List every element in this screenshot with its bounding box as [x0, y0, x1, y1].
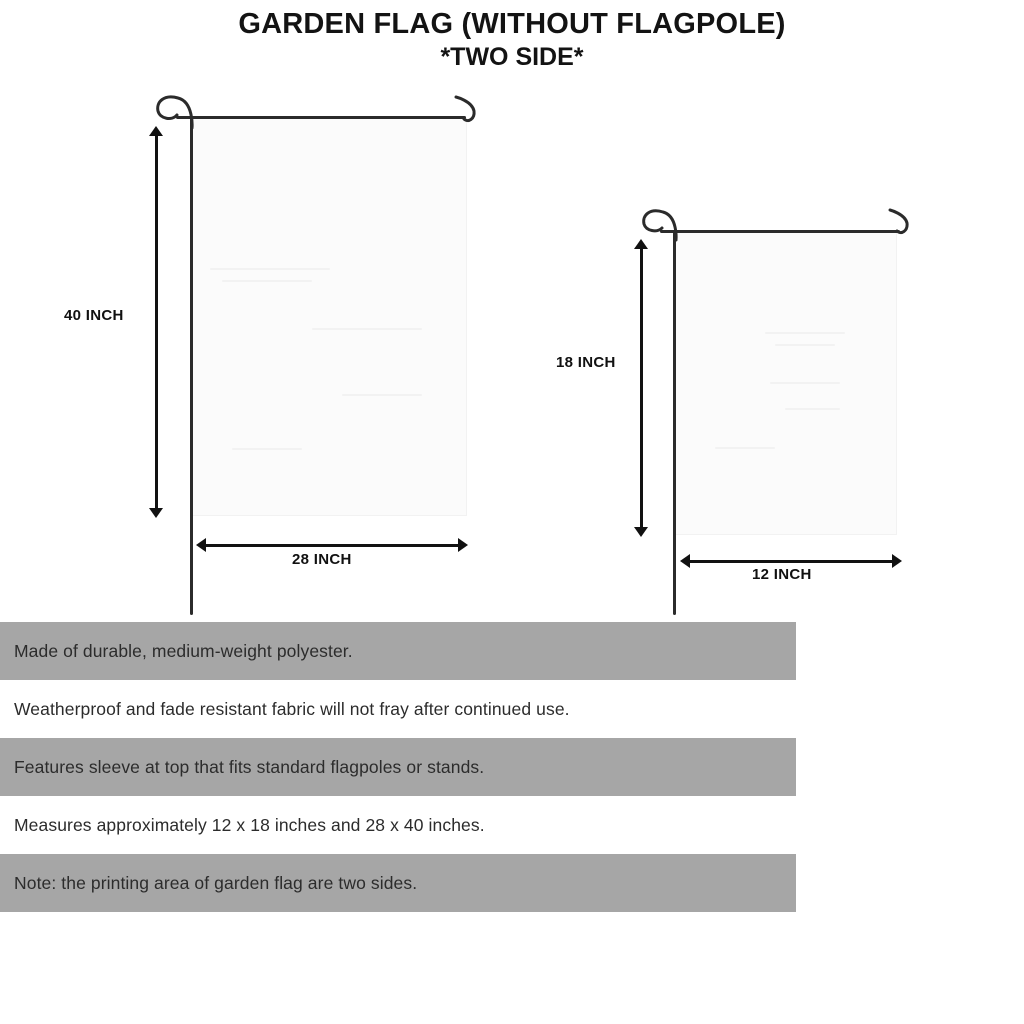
feature-list — [0, 622, 796, 912]
small-flag-rod — [660, 230, 900, 233]
feature-text: Note: the printing area of garden flag are two sides. — [14, 872, 418, 893]
small-flag-cloth — [675, 232, 897, 535]
list-item — [0, 680, 796, 738]
large-flag-height-dimension — [146, 126, 166, 518]
list-item — [0, 796, 796, 854]
small-flag-width-label: 12 INCH — [752, 566, 812, 583]
small-flag-height-dimension — [631, 239, 651, 537]
list-item — [0, 854, 796, 912]
page-title-line-2: *TWO SIDE* — [440, 43, 584, 71]
large-flag-rod — [176, 116, 466, 119]
feature-text: Weatherproof and fade resistant fabric will not fray after continued use. — [14, 698, 570, 719]
list-item — [0, 738, 796, 796]
large-flag-hook-icon — [452, 93, 488, 134]
large-flag-width-label: 28 INCH — [292, 551, 352, 568]
feature-text: Features sleeve at top that fits standard flagpoles or stands. — [14, 756, 485, 777]
page-title-line-1: GARDEN FLAG (WITHOUT FLAGPOLE) — [238, 8, 786, 40]
large-flag-cloth — [192, 118, 467, 516]
feature-text: Measures approximately 12 x 18 inches and 28 x 40 inches. — [14, 814, 485, 835]
small-flag-pole — [673, 232, 676, 615]
large-flag-pole — [190, 118, 193, 615]
feature-text: Made of durable, medium-weight polyester. — [14, 640, 353, 661]
large-flag-illustration — [0, 0, 520, 620]
list-item — [0, 622, 796, 680]
small-flag-illustration — [520, 0, 1024, 620]
small-flag-height-label: 18 INCH — [556, 354, 616, 371]
small-flag-hook-icon — [886, 206, 920, 245]
large-flag-height-label: 40 INCH — [64, 307, 124, 324]
